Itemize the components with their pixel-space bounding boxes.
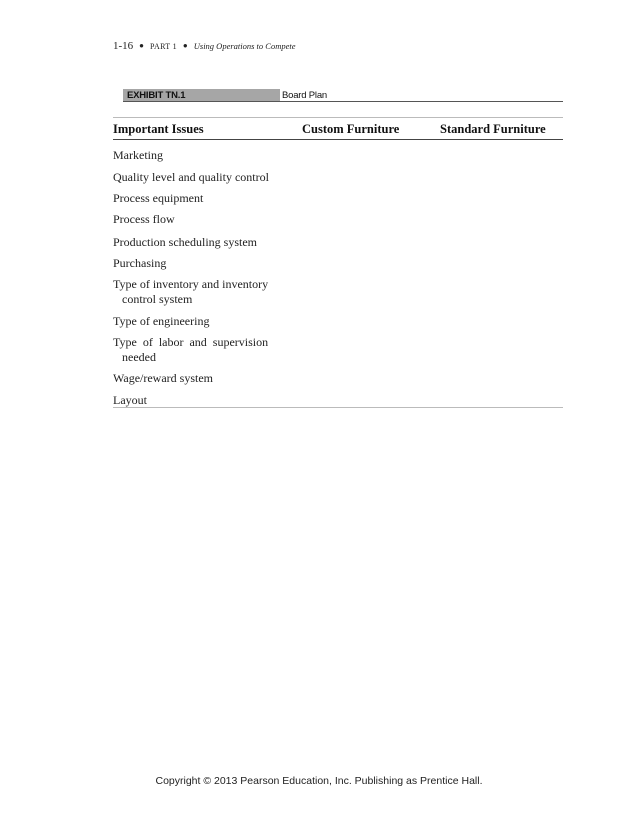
table-row (113, 277, 279, 307)
table-row (113, 148, 279, 163)
row-label: Type of engineering (113, 314, 210, 328)
row-label: Wage/reward system (113, 371, 213, 385)
row-label: Layout (113, 393, 147, 407)
row-label: Quality level and quality control (113, 170, 269, 184)
table-row (113, 191, 279, 206)
table-row (113, 235, 279, 250)
row-label: Type of labor and supervision (113, 335, 269, 349)
row-label-continuation: needed (122, 350, 156, 364)
column-header-important-issues: Important Issues (113, 122, 204, 136)
table-row (113, 256, 279, 271)
row-label: Process equipment (113, 191, 204, 205)
bullet-separator: ● (182, 41, 188, 50)
exhibit-rule (123, 101, 563, 102)
column-header-standard-furniture: Standard Furniture (440, 122, 546, 136)
table-row (113, 393, 279, 408)
chapter-title: Using Operations to Compete (193, 41, 296, 51)
row-label: Purchasing (113, 256, 167, 270)
table-row (113, 170, 279, 185)
table-row (113, 314, 279, 329)
table-row (113, 335, 279, 365)
row-label: Marketing (113, 148, 163, 162)
exhibit-title: Board Plan (282, 90, 328, 101)
exhibit-label: EXHIBIT TN.1 (127, 90, 186, 101)
row-label: Process flow (113, 212, 175, 226)
table-bottom-rule (113, 407, 563, 408)
row-label: Type of inventory and inventory (113, 277, 269, 291)
bullet-separator: ● (139, 41, 145, 50)
row-label: Production scheduling system (113, 235, 257, 249)
row-label-continuation: control system (122, 292, 193, 306)
page-number: 1-16 (113, 40, 134, 52)
part-label: PART 1 (150, 42, 177, 51)
table-row (113, 371, 279, 386)
running-head (113, 40, 296, 52)
table-top-rule (113, 117, 563, 118)
header-rule (113, 139, 563, 140)
copyright-footer: Copyright © 2013 Pearson Education, Inc. Publishing as Prentice Hall. (155, 775, 483, 787)
column-header-custom-furniture: Custom Furniture (302, 122, 400, 136)
table-row (113, 212, 279, 227)
